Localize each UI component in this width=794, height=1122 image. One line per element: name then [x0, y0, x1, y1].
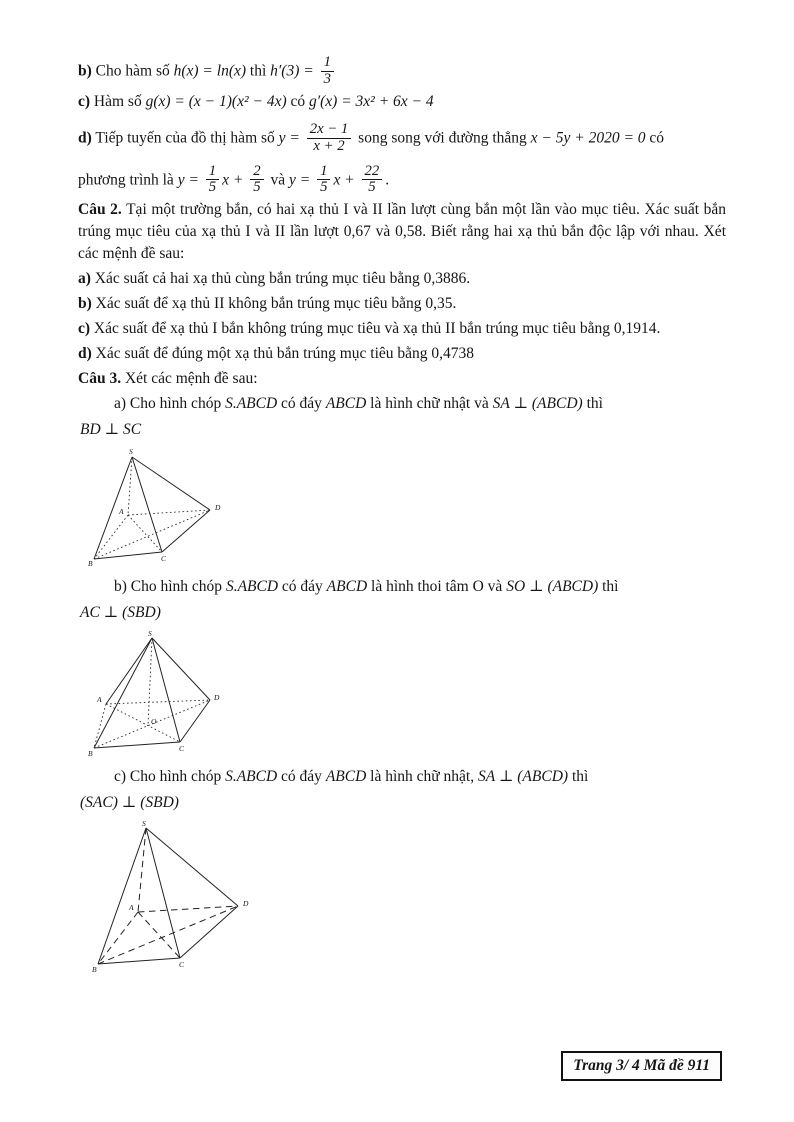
item-label: c)	[78, 92, 91, 110]
math-expression: ABCD	[325, 395, 367, 413]
statement-text: thì	[598, 578, 619, 596]
vertex-label-d: D	[215, 503, 221, 513]
statement-1d-continuation	[78, 164, 726, 197]
fraction	[317, 164, 330, 197]
math-expression: x − 5y + 2020 = 0	[530, 129, 646, 147]
math-expression: SA ⊥ (ABCD)	[492, 395, 583, 413]
statement-text: Hàm số	[90, 92, 146, 110]
statement-2d	[78, 343, 726, 365]
vertex-label-s: S	[148, 630, 152, 639]
math-expression: S.ABCD	[225, 768, 278, 786]
fraction-denominator: 5	[362, 179, 383, 196]
statement-text: Xác suất để xạ thủ I bắn không trúng mục tiêu và xạ thủ II bắn trúng mục tiêu bằng 0,1914.	[90, 320, 661, 338]
fraction-numerator: 1	[320, 162, 328, 179]
math-expression: y =	[288, 171, 315, 189]
item-label: d)	[78, 345, 92, 363]
fraction-numerator: 2	[253, 162, 261, 179]
pyramid-diagram-1	[88, 447, 726, 572]
math-expression: S.ABCD	[225, 395, 278, 413]
statement-text: .	[385, 171, 390, 189]
question-2	[78, 199, 726, 265]
pyramid-diagram-2	[88, 630, 726, 762]
vertex-label-b: B	[92, 965, 97, 975]
fraction-numerator: 22	[364, 162, 380, 179]
vertex-label-d: D	[214, 693, 220, 703]
question-label: Câu 3.	[78, 370, 122, 388]
statement-text: là hình chữ nhật,	[366, 768, 478, 786]
item-label: d)	[78, 129, 92, 147]
statement-1d	[78, 122, 726, 155]
statement-text: là hình chữ nhật và	[366, 395, 493, 413]
vertex-label-s: S	[142, 820, 146, 829]
statement-3b-conclusion: AC ⊥ (SBD)	[80, 604, 161, 622]
fraction-denominator: 5	[317, 179, 330, 196]
vertex-label-a: A	[97, 695, 102, 705]
fraction-numerator: 1	[323, 54, 331, 70]
vertex-label-c: C	[179, 960, 185, 970]
math-expression: h(x) = ln(x)	[173, 62, 247, 80]
statement-text: b) Cho hình chóp	[114, 578, 226, 596]
math-expression: x +	[333, 171, 359, 189]
vertex-label-s: S	[129, 447, 133, 457]
vertex-label-a: A	[119, 507, 124, 517]
statement-2c	[78, 318, 726, 340]
math-expression: y =	[177, 171, 203, 189]
statement-text: có đáy	[278, 578, 327, 596]
statement-text: song song với đường thẳng	[354, 129, 531, 147]
pyramid-svg-2	[88, 630, 233, 762]
vertex-label-b: B	[88, 559, 93, 569]
statement-text: có đáy	[277, 395, 326, 413]
statement-text: và	[266, 171, 289, 189]
pyramid-svg-1	[88, 447, 238, 572]
fraction	[362, 164, 383, 197]
math-expression: g(x) = (x − 1)(x² − 4x)	[145, 92, 287, 110]
statement-2b	[78, 293, 726, 315]
statement-1b	[78, 55, 726, 88]
item-label: c)	[78, 320, 91, 338]
statement-text: có đáy	[277, 768, 326, 786]
statement-3b	[78, 576, 726, 598]
question-text: Tại một trường bắn, có hai xạ thủ I và II lần lượt cùng bắn một lần vào mục tiêu. Xác suất bắn trúng mục tiêu của xạ thủ I và II lần lượt 0,67 và 0,58. Biết rằng hai xạ thủ bắn độc lập với nhau. Xét các mệnh đề sau:	[78, 201, 726, 263]
vertex-label-a: A	[129, 903, 134, 913]
statement-text: thì	[582, 395, 603, 413]
math-expression: x +	[222, 171, 248, 189]
statement-text: Xác suất để xạ thủ II không bắn trúng mục tiêu bằng 0,35.	[91, 295, 457, 313]
fraction-numerator: 1	[208, 162, 217, 179]
item-label: a)	[78, 270, 91, 288]
fraction-denominator: x + 2	[307, 138, 352, 155]
statement-text: có	[286, 92, 309, 110]
statement-text: có	[645, 129, 665, 147]
fraction	[206, 164, 219, 197]
fraction	[321, 55, 334, 88]
statement-3a-conclusion: BD ⊥ SC	[80, 421, 142, 439]
center-label-o: O	[151, 717, 157, 727]
statement-2a	[78, 268, 726, 290]
statement-text: là hình thoi tâm O và	[367, 578, 507, 596]
question-text: Xét các mệnh đề sau:	[121, 370, 258, 388]
statement-text: Cho hàm số	[91, 62, 174, 80]
item-label: b)	[78, 295, 92, 313]
math-expression: S.ABCD	[225, 578, 279, 596]
statement-text: Xác suất để đúng một xạ thủ bắn trúng mục tiêu bằng 0,4738	[91, 345, 475, 363]
statement-text: thì	[246, 62, 271, 80]
question-label: Câu 2.	[78, 201, 122, 219]
statement-1c	[78, 91, 726, 113]
fraction-denominator: 5	[206, 179, 219, 196]
pyramid-diagram-3	[88, 820, 726, 980]
statement-text: Xác suất cả hai xạ thủ cùng bắn trúng mục tiêu bằng 0,3886.	[90, 270, 471, 288]
vertex-label-c: C	[161, 554, 167, 564]
statement-3c-conclusion: (SAC) ⊥ (SBD)	[80, 794, 179, 812]
item-label: b)	[78, 62, 92, 80]
math-expression: g′(x) = 3x² + 6x − 4	[309, 92, 434, 110]
statement-3c	[78, 766, 726, 788]
fraction-denominator: 5	[250, 179, 263, 196]
question-3	[78, 368, 726, 390]
vertex-label-b: B	[88, 749, 93, 759]
fraction	[307, 122, 352, 155]
math-expression: y =	[278, 129, 304, 147]
math-expression: h′(3) =	[270, 62, 318, 80]
statement-text: phương trình là	[78, 171, 178, 189]
math-expression: ABCD	[326, 578, 368, 596]
statement-text: thì	[568, 768, 589, 786]
statement-text: Tiếp tuyến của đồ thị hàm số	[91, 129, 279, 147]
statement-3a	[78, 393, 726, 415]
page-footer-box: Trang 3/ 4 Mã đề 911	[561, 1051, 722, 1081]
fraction	[250, 164, 263, 197]
pyramid-svg-3	[88, 820, 268, 980]
fraction-numerator: 2x − 1	[309, 120, 349, 137]
math-expression: SA ⊥ (ABCD)	[478, 768, 569, 786]
vertex-label-d: D	[243, 899, 249, 909]
vertex-label-c: C	[179, 744, 185, 754]
statement-text: c) Cho hình chóp	[114, 768, 226, 786]
fraction-denominator: 3	[321, 71, 334, 88]
math-expression: ABCD	[325, 768, 367, 786]
math-expression: SO ⊥ (ABCD)	[506, 578, 599, 596]
statement-text: a) Cho hình chóp	[114, 395, 226, 413]
